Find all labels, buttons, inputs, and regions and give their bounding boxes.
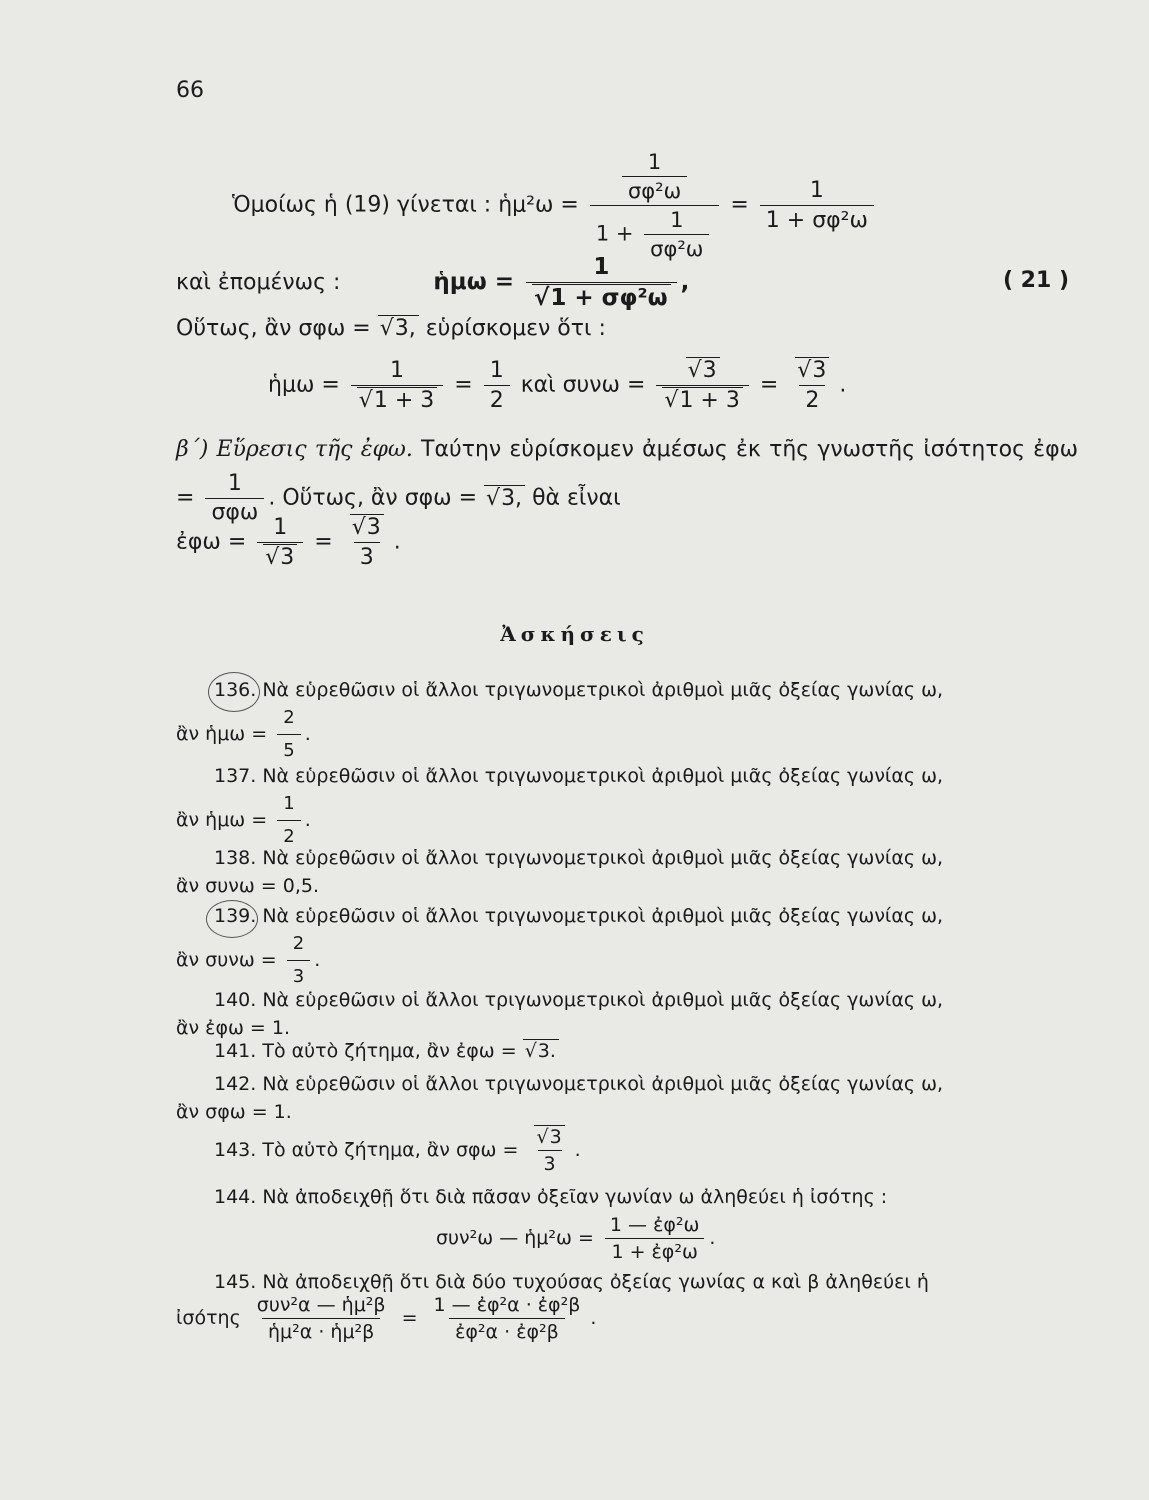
exercises-heading: Ἀσκήσεις — [500, 622, 649, 646]
equation-tag-21: ( 21 ) — [1002, 268, 1069, 293]
eq21-intro: καὶ ἐπομένως : — [176, 270, 341, 295]
exercise-143: 143. Τὸ αὐτὸ ζήτημα, ἂν σφω = √ $\frac{3}{3}$ . — [214, 1126, 581, 1175]
equation-efw: ἐφω = 1 √ 3 = √ $\frac{3}{3}$ . — [176, 515, 401, 570]
equation-19-line: Ὁμοίως ἡ (19) γίνεται : ἡμ²ω = $\frac{1}{\text{σφ²ω}}$ 1 + $\frac{1}{\text{σφ²ω}}$ = $\frac{1}{\text{1 + σφ²ω}}$ — [232, 150, 878, 261]
section-label-beta: β΄) Εὕρεσις τῆς ἐφω. — [176, 437, 413, 462]
exercise-145: 145. Νὰ ἀποδειχθῇ ὅτι διὰ δύο τυχούσας ὀξείας γωνίας α καὶ β ἀληθεύει ἡ — [214, 1271, 929, 1293]
equation-hmw-synw: ἡμω = 1 √ 1 + 3 = $\frac{1}{2}$ καὶ συνω = √ 3 √ 1 + 3 = √ $\frac{3}{2}$ . — [268, 358, 846, 413]
eq19-lhs: ἡμ²ω = — [498, 192, 579, 218]
exercise-142: 142. Νὰ εὑρεθῶσιν οἱ ἄλλοι τριγωνομετρικοὶ ἀριθμοὶ μιᾶς ὀξείας γωνίας ω, ἂν σφω = 1. — [176, 1073, 944, 1123]
exercise-136: 136. Νὰ εὑρεθῶσιν οἱ ἄλλοι τριγωνομετρικοὶ ἀριθμοὶ μιᾶς ὀξείας γωνίας ω, ἂν ἡμω = $\frac{2}{5}$ . — [176, 676, 1078, 765]
eq19-inner-fraction: $\frac{1}{\text{σφ²ω}}$ — [622, 150, 687, 203]
exercise-145-formula: ἰσότης $\frac{\text{συν²α — ἡμ²β}}{\text{ἡμ²α · ἡμ²β}}$ = $\frac{\text{1 — ἐφ²α · ἐφ²β}}{\text{ἐφ²α · ἐφ²β}}$ . — [176, 1294, 597, 1343]
exercise-144-formula: συν²ω — ἡμ²ω = $\frac{\text{1 — ἐφ²ω}}{\text{1 + ἐφ²ω}}$ . — [436, 1214, 716, 1263]
equation-21-line — [176, 254, 689, 311]
page-number: 66 — [176, 78, 204, 103]
exercise-139: 139. Νὰ εὑρεθῶσιν οἱ ἄλλοι τριγωνομετρικοὶ ἀριθμοὶ μιᾶς ὀξείας γωνίας ω, ἂν συνω = $\frac{2}{3}$ . — [176, 902, 1078, 991]
sqrt-3: √ 3, — [378, 315, 419, 341]
eq19-rhs-fraction: $\frac{1}{\text{1 + σφ²ω}}$ — [760, 178, 874, 233]
eq21-formula: ἡμω = 1 √ 1 + σφ²ω , — [433, 254, 689, 311]
exercise-138: 138. Νὰ εὑρεθῶσιν οἱ ἄλλοι τριγωνομετρικοὶ ἀριθμοὶ μιᾶς ὀξείας γωνίας ω, ἂν συνω = 0,5. — [176, 847, 944, 897]
paragraph-efw: β΄) Εὕρεσις τῆς ἐφω. Ταύτην εὑρίσκομεν ἀμέσως ἐκ τῆς γνωστῆς ἰσότητος ἐφω = $\frac{1}{\text{σφω}}$ . Οὕτως, ἂν σφω = √ 3, θὰ εἶναι — [176, 428, 1078, 525]
eq19-den-fraction: $\frac{1}{\text{σφ²ω}}$ — [644, 208, 709, 261]
text-line-outws: Οὕτως, ἂν σφω = √ 3, εὑρίσκομεν ὅτι : — [176, 316, 606, 341]
exercise-140: 140. Νὰ εὑρεθῶσιν οἱ ἄλλοι τριγωνομετρικοὶ ἀριθμοὶ μιᾶς ὀξείας γωνίας ω, ἂν ἐφω = 1. — [176, 989, 944, 1039]
exercise-137: 137. Νὰ εὑρεθῶσιν οἱ ἄλλοι τριγωνομετρικοὶ ἀριθμοὶ μιᾶς ὀξείας γωνίας ω, ἂν ἡμω = $\frac{1}{2}$ . — [176, 762, 1078, 851]
eq19-compound-fraction: $\frac{1}{\text{σφ²ω}}$ 1 + $\frac{1}{\text{σφ²ω}}$ — [590, 150, 720, 261]
exercise-141: 141. Τὸ αὐτὸ ζήτημα, ἂν ἐφω = √ 3. — [214, 1040, 559, 1062]
eq19-intro: Ὁμοίως ἡ (19) γίνεται : — [232, 192, 492, 218]
exercise-144: 144. Νὰ ἀποδειχθῇ ὅτι διὰ πᾶσαν ὀξεῖαν γωνίαν ω ἀληθεύει ἡ ἰσότης : — [214, 1186, 888, 1208]
